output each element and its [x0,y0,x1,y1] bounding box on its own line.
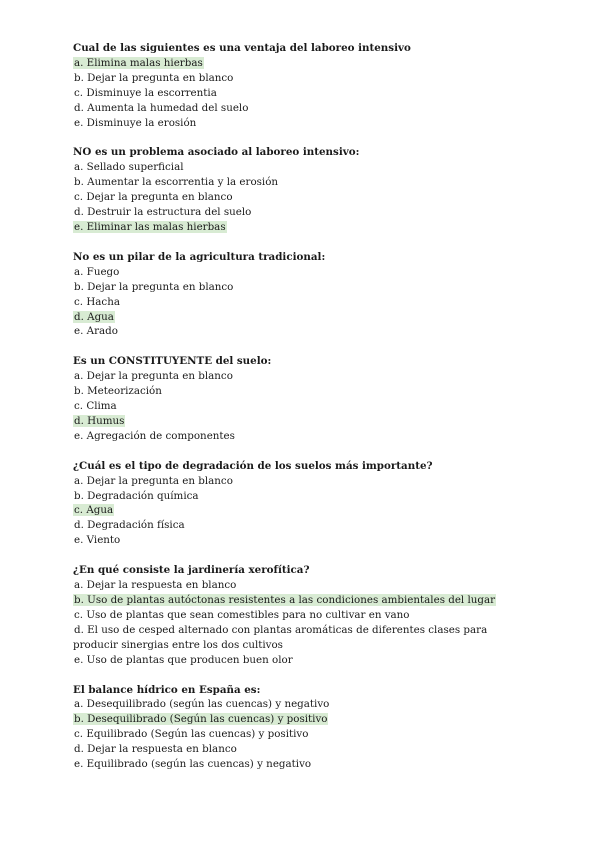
answer-option-text: c. Clima [74,400,117,413]
question-title: ¿Cuál es el tipo de degradación de los suelos más importante? [73,459,433,472]
answer-option-text: e. Arado [74,325,118,338]
question-block [73,41,533,130]
answer-option-text: b. Meteorización [74,385,162,398]
answer-option-correct [73,593,533,608]
question-block [73,563,533,667]
answer-option-text: b. Desequilibrado (Según las cuencas) y positivo [74,713,328,726]
answer-option-text: e. Uso de plantas que producen buen olor [74,653,293,666]
answer-option [73,280,533,295]
answer-option [73,429,533,444]
answer-option-correct [73,503,533,518]
answer-option [73,697,533,712]
answer-option-text: a. Dejar la pregunta en blanco [74,474,233,487]
question-title: No es un pilar de la agricultura tradicional: [73,250,326,263]
answer-option-text: b. Aumentar la escorrentia y la erosión [74,176,279,189]
answer-option [73,116,533,131]
answer-option-text: c. Uso de plantas que sean comestibles para no cultivar en vano [74,608,410,621]
question-title: Es un CONSTITUYENTE del suelo: [73,355,272,368]
answer-option-text: c. Equilibrado (Según las cuencas) y positivo [74,728,309,741]
answer-option [73,727,533,742]
answer-option-text: d. Humus [74,414,125,427]
answer-option [73,265,533,280]
answer-option-text: b. Dejar la pregunta en blanco [74,71,234,84]
answer-option-text: a. Dejar la respuesta en blanco [74,579,237,592]
answer-option-correct [73,56,533,71]
answer-option-text: e. Viento [74,534,121,547]
answer-option-text: e. Equilibrado (según las cuencas) y negativo [74,758,312,771]
answer-option [73,71,533,86]
answer-option-text: d. Agua [74,310,114,323]
answer-option [73,474,533,489]
question-block [73,459,533,548]
question-title: El balance hídrico en España es: [73,683,261,696]
quiz-document [73,41,533,787]
answer-option [73,295,533,310]
answer-option-text: a. Desequilibrado (según las cuencas) y negativo [74,698,330,711]
answer-option-text: e. Disminuye la erosión [74,116,197,129]
answer-option [73,399,533,414]
answer-option [73,518,533,533]
answer-option-text: e. Eliminar las malas hierbas [74,220,226,233]
answer-option-text: d. Degradación física [74,519,185,532]
question-block [73,683,533,772]
answer-option-text: b. Uso de plantas autóctonas resistentes a las condiciones ambientales del lugar [74,594,496,606]
answer-option-text: c. Agua [74,504,114,517]
answer-option [73,623,533,653]
answer-option-text: b. Dejar la pregunta en blanco [74,280,234,293]
question-block [73,145,533,234]
question-title: ¿En qué consiste la jardinería xerofítica? [73,564,310,577]
answer-option [73,324,533,339]
answer-option-correct [73,310,533,325]
answer-option [73,384,533,399]
answer-option-text: c. Hacha [74,295,120,308]
answer-option-text: a. Dejar la pregunta en blanco [74,370,233,383]
question-block [73,354,533,443]
answer-option-text: c. Disminuye la escorrentia [74,86,217,99]
answer-option-text: d. Aumenta la humedad del suelo [74,101,249,114]
answer-option [73,742,533,757]
answer-option-text: b. Degradación química [74,489,199,502]
answer-option [73,369,533,384]
answer-option-text: d. Destruir la estructura del suelo [74,206,252,219]
answer-option [73,757,533,772]
answer-option [73,608,533,623]
answer-option [73,489,533,504]
answer-option [73,653,533,668]
answer-option-correct [73,414,533,429]
answer-option-text: a. Fuego [74,265,120,278]
question-title: Cual de las siguientes es una ventaja del laboreo intensivo [73,42,411,54]
answer-option [73,533,533,548]
answer-option-text: c. Dejar la pregunta en blanco [74,191,233,204]
answer-option [73,160,533,175]
answer-option-text: a. Sellado superficial [74,161,184,174]
answer-option-text: e. Agregación de componentes [74,429,235,442]
answer-option [73,578,533,593]
answer-option-text: a. Elimina malas hierbas [74,56,203,69]
answer-option [73,175,533,190]
question-block [73,250,533,339]
answer-option-correct [73,712,533,727]
question-title: NO es un problema asociado al laboreo intensivo: [73,146,360,159]
answer-option [73,86,533,101]
answer-option-text: d. Dejar la respuesta en blanco [74,743,237,756]
answer-option [73,101,533,116]
answer-option [73,205,533,220]
answer-option-text: d. El uso de cesped alternado con plantas aromáticas de diferentes clases para producir sinergias entre los dos cultivos [73,623,488,651]
answer-option [73,190,533,205]
answer-option-correct [73,220,533,235]
